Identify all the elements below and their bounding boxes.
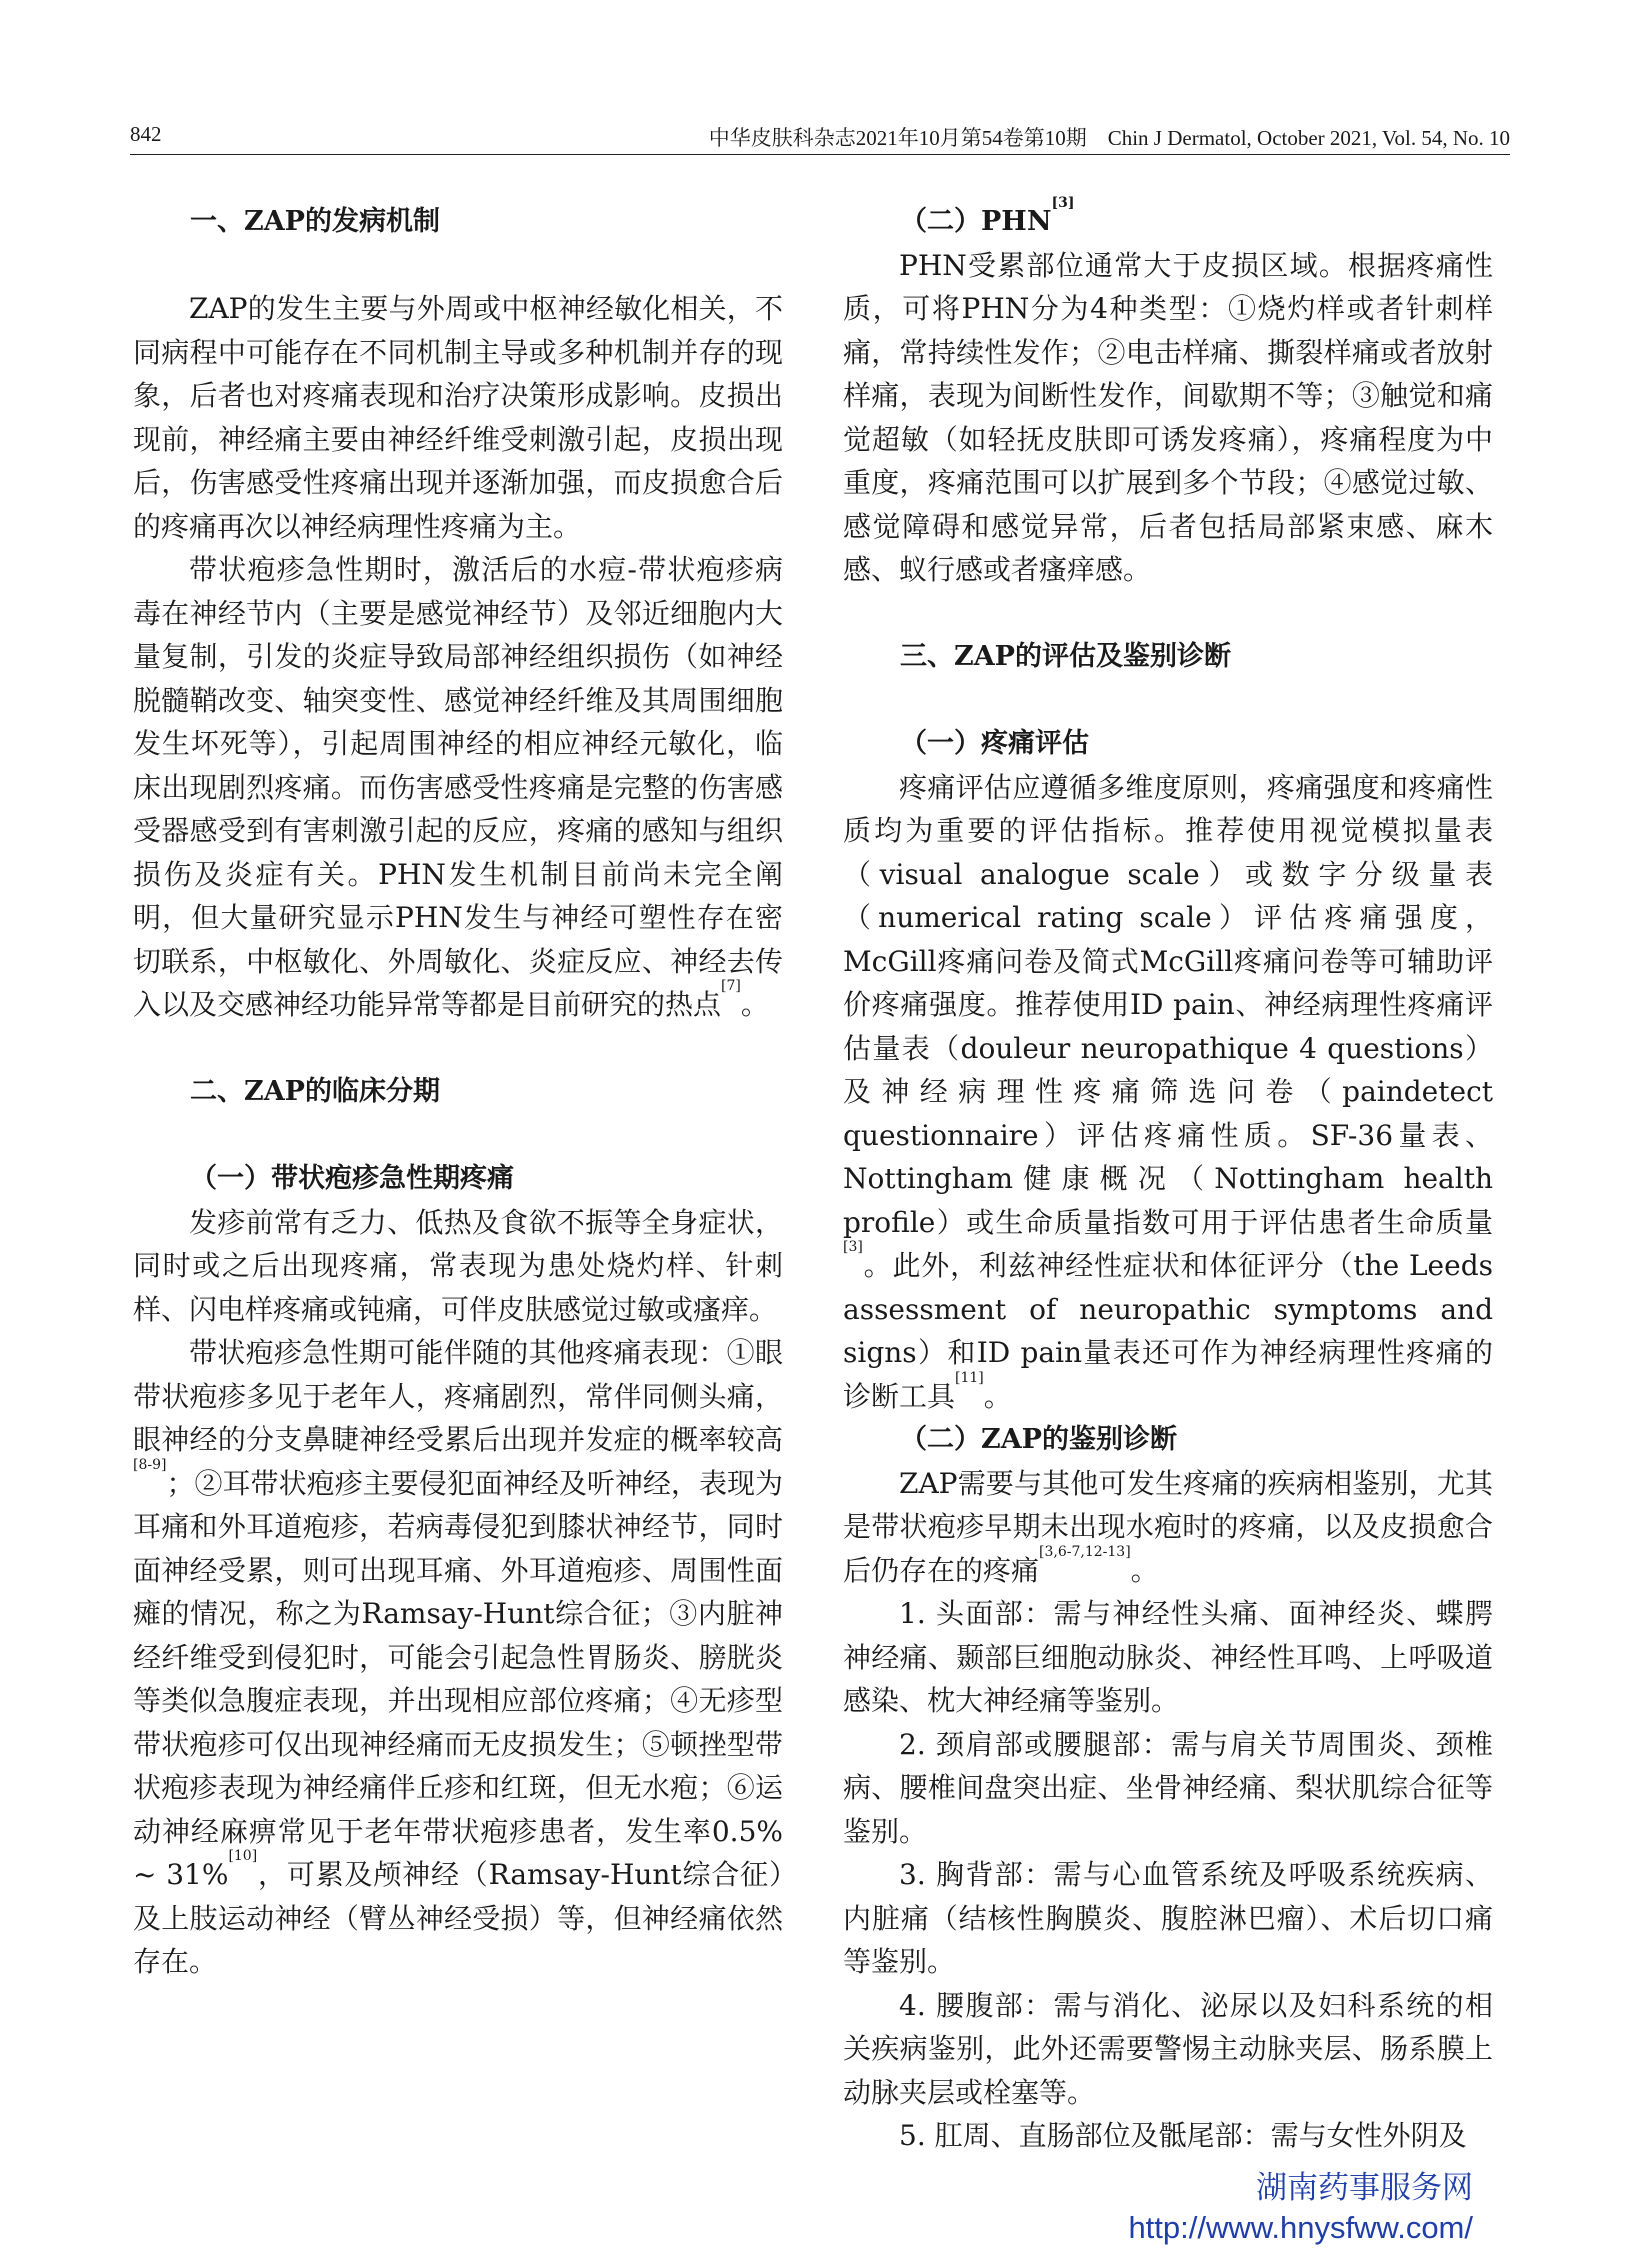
section-title-clinical-stages: 二、ZAP的临床分期 — [190, 1076, 440, 1107]
paragraph: ZAP的发生主要与外周或中枢神经敏化相关，不同病程中可能存在不同机制主导或多种机制并存的现象，后者也对疼痛表现和治疗决策形成影响。皮损出现前，神经痛主要由神经纤维受刺激引起，皮损出现后，伤害感受性疼痛出现并逐渐加强，而皮损愈合后的疼痛再次以神经病理性疼痛为主。 — [133, 292, 783, 543]
paragraph: 带状疱疹急性期时，激活后的水痘-带状疱疹病毒在神经节内（主要是感觉神经节）及邻近细胞内大量复制，引发的炎症导致局部神经组织损伤（如神经脱髓鞘改变、轴突变性、感觉神经纤维及其周围细胞发生坏死等），引起周围神经的相应神经元敏化，临床出现剧烈疼痛。而伤害感受性疼痛是完整的伤害感受器感受到有害刺激引起的反应，疼痛的感知与组织损伤及炎症有关。PHN发生机制目前尚未完全阐明，但大量研究显示PHN发生与神经可塑性存在密切联系，中枢敏化、外周敏化、炎症反应、神经去传入以及交感神经功能异常等都是目前研究的热点[7]。 — [133, 553, 783, 1021]
watermark-name: 湖南药事服务网 — [1256, 2170, 1473, 2205]
paragraph: 发疹前常有乏力、低热及食欲不振等全身症状，同时或之后出现疼痛，常表现为患处烧灼样、针刺样、闪电样疼痛或钝痛，可伴皮肤感觉过敏或瘙痒。 — [133, 1205, 783, 1326]
right-column — [843, 195, 1493, 2158]
journal-citation: 中华皮肤科杂志2021年10月第54卷第10期 Chin J Dermatol, October 2021, Vol. 54, No. 10 — [708, 126, 1510, 150]
list-item: 4. 腰腹部：需与消化、泌尿以及妇科系统的相关疾病鉴别，此外还需要警惕主动脉夹层、肠系膜上动脉夹层或栓塞等。 — [843, 1988, 1493, 2109]
subsection-title-pain-assessment: （一）疼痛评估 — [900, 728, 1089, 759]
watermark-url: http://www.hnysfww.com/ — [1128, 2210, 1473, 2245]
citation: [11] — [955, 1369, 984, 1386]
section-title-assessment: 三、ZAP的评估及鉴别诊断 — [900, 641, 1231, 672]
subsection-title-acute-pain: （一）带状疱疹急性期疼痛 — [190, 1163, 514, 1194]
citation: [3] — [843, 1239, 863, 1255]
list-item: 3. 胸背部：需与心血管系统及呼吸系统疾病、内脏痛（结核性胸膜炎、腹腔淋巴瘤）、术后切口痛等鉴别。 — [843, 1858, 1493, 1978]
citation: [7] — [721, 978, 741, 994]
list-item: 5. 肛周、直肠部位及骶尾部：需与女性外阴及 — [899, 2119, 1467, 2152]
list-item: 2. 颈肩部或腰腿部：需与肩关节周围炎、颈椎病、腰椎间盘突出症、坐骨神经痛、梨状肌综合征等鉴别。 — [843, 1727, 1493, 1848]
running-header — [130, 120, 1510, 155]
subsection-title-phn: （二）PHN[3] — [900, 195, 1075, 237]
citation: [10] — [228, 1848, 258, 1864]
page-number: 842 — [130, 122, 162, 146]
paragraph: 带状疱疹急性期可能伴随的其他疼痛表现：①眼带状疱疹多见于老年人，疼痛剧烈，常伴同侧头痛，眼神经的分支鼻睫神经受累后出现并发症的概率较高[8-9]；②耳带状疱疹主要侵犯面神经及听神经，表现为耳痛和外耳道疱疹，若病毒侵犯到膝状神经节，同时面神经受累，则可出现耳痛、外耳道疱疹、周围性面瘫的情况，称之为Ramsay-Hunt综合征；③内脏神经纤维受到侵犯时，可能会引起急性胃肠炎、膀胱炎等类似急腹症表现，并出现相应部位疼痛；④无疹型带状疱疹可仅出现神经痛而无皮损发生；⑤顿挫型带状疱疹表现为神经痛伴丘疹和红斑，但无水疱；⑥运动神经麻痹常见于老年带状疱疹患者，发生率0.5% ~ 31%[10]，可累及颅神经（Ramsay-Hunt综合征）及上肢运动神经（臂丛神经受损）等，但神经痛依然存在。 — [133, 1336, 783, 1978]
citation: [3,6-7,12-13] — [1039, 1543, 1131, 1560]
citation: [3] — [1051, 195, 1075, 211]
watermark — [1128, 2168, 1473, 2248]
list-item: 1. 头面部：需与神经性头痛、面神经炎、蝶腭神经痛、颞部巨细胞动脉炎、神经性耳鸣、上呼吸道感染、枕大神经痛等鉴别。 — [843, 1597, 1493, 1717]
left-column — [133, 200, 783, 1984]
paragraph: PHN受累部位通常大于皮损区域。根据疼痛性质，可将PHN分为4种类型：①烧灼样或者针刺样痛，常持续性发作；②电击样痛、撕裂样痛或者放射样痛，表现为间断性发作，间歇期不等；③触觉和痛觉超敏（如轻抚皮肤即可诱发疼痛），疼痛程度为中重度，疼痛范围可以扩展到多个节段；④感觉过敏、感觉障碍和感觉异常，后者包括局部紧束感、麻木感、蚁行感或者瘙痒感。 — [843, 248, 1493, 586]
citation: [8-9] — [133, 1456, 167, 1473]
paragraph: ZAP需要与其他可发生疼痛的疾病相鉴别，尤其是带状疱疹早期未出现水疱时的疼痛，以及皮损愈合后仍存在的疼痛[3,6-7,12-13]。 — [843, 1466, 1493, 1587]
section-title-pathogenesis: 一、ZAP的发病机制 — [190, 206, 440, 237]
subsection-title-differential: （二）ZAP的鉴别诊断 — [900, 1424, 1177, 1455]
paragraph: 疼痛评估应遵循多维度原则，疼痛强度和疼痛性质均为重要的评估指标。推荐使用视觉模拟量表（visual analogue scale）或数字分级量表（numerical rating scale）评估疼痛强度，McGill疼痛问卷及简式McGill疼痛问卷等可辅助评价疼痛强度。推荐使用ID pain、神经病理性疼痛评估量表（douleur neuropathique 4 questions）及神经病理性疼痛筛选问卷（paindetect questionnaire）评估疼痛性质。SF-36量表、Nottingham健康概况（Nottingham health profile）或生命质量指数可用于评估患者生命质量[3]。此外，利兹神经性症状和体征评分（the Leeds assessment of neuropathic symptoms and signs）和ID pain量表还可作为神经病理性疼痛的诊断工具[11]。 — [843, 770, 1493, 1413]
